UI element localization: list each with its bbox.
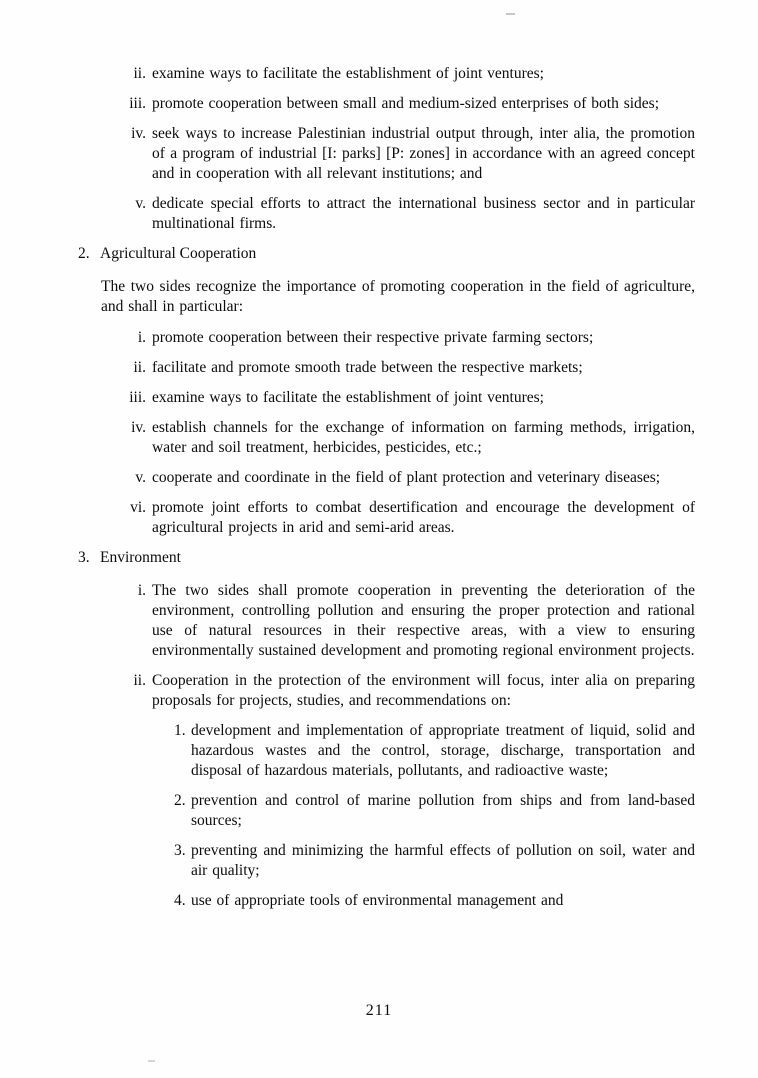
list-item-marker: 3. <box>174 842 186 859</box>
list-item-text: The two sides shall promote cooperation in preventing the deterioration of the environment, controlling pollution and ensuring the proper protection and rational use of natural resources in their respective areas, with a view to ensuring environmentally sustained development and promoting regional environment projects. <box>152 582 695 659</box>
list-item-text: Cooperation in the protection of the environment will focus, inter alia on preparing proposals for projects, studies, and recommendations on: <box>152 672 695 709</box>
list-item-marker: ii. <box>133 65 146 82</box>
list-item-text: seek ways to increase Palestinian industrial output through, inter alia, the promotion of a program of industrial [I: parks] [P: zones] in accordance with an agreed concept and in cooperation with all relevant institutions; and <box>152 125 695 182</box>
list-item-text: use of appropriate tools of environmental management and <box>191 892 564 909</box>
list-item-text: preventing and minimizing the harmful effects of pollution on soil, water and air quality; <box>191 842 695 879</box>
list-item-industry-iv <box>124 124 695 184</box>
list-item-agri-ii <box>124 358 695 378</box>
section-title: Environment <box>100 549 181 566</box>
list-item-industry-v <box>124 194 695 234</box>
list-item-env-sub-3 <box>174 841 695 881</box>
page-number: 211 <box>365 1002 393 1019</box>
section-number: 3. <box>78 549 90 566</box>
list-item-marker: vi. <box>130 499 146 516</box>
list-item-marker: iii. <box>129 389 146 406</box>
scan-artifact-dot <box>148 1060 155 1062</box>
list-item-text: development and implementation of appropriate treatment of liquid, solid and hazardous wastes and the control, storage, discharge, transportation and disposal of hazardous materials, pollutants, and radioactive waste; <box>191 722 695 779</box>
list-item-marker: v. <box>135 195 146 212</box>
list-item-env-sub-4 <box>174 891 695 911</box>
list-item-text: promote cooperation between their respective private farming sectors; <box>152 329 594 346</box>
list-item-marker: 2. <box>174 792 186 809</box>
section-heading-environment <box>78 548 695 568</box>
list-item-text: examine ways to facilitate the establishment of joint ventures; <box>152 389 544 406</box>
list-item-marker: ii. <box>133 359 146 376</box>
list-item-env-i <box>124 581 695 661</box>
list-item-agri-iv <box>124 418 695 458</box>
list-item-text: dedicate special efforts to attract the international business sector and in particular multinational firms. <box>152 195 695 232</box>
list-item-text: prevention and control of marine pollution from ships and from land-based sources; <box>191 792 695 829</box>
list-item-marker: iv. <box>131 419 146 436</box>
list-item-marker: ii. <box>133 672 146 689</box>
list-item-agri-v <box>124 468 695 488</box>
section-number: 2. <box>78 245 90 262</box>
list-item-industry-ii <box>124 64 695 84</box>
list-item-env-sub-1 <box>174 721 695 781</box>
section-2-paragraph: The two sides recognize the importance of promoting cooperation in the field of agriculture, and shall in particular: <box>101 278 695 315</box>
scan-artifact-dash <box>506 13 515 15</box>
list-item-text: cooperate and coordinate in the field of plant protection and veterinary diseases; <box>152 469 661 486</box>
list-item-text: promote joint efforts to combat desertification and encourage the development of agricultural projects in arid and semi-arid areas. <box>152 499 695 536</box>
list-item-marker: 4. <box>174 892 186 909</box>
list-item-agri-i <box>124 328 695 348</box>
list-item-industry-iii <box>124 94 695 114</box>
list-item-text: facilitate and promote smooth trade between the respective markets; <box>152 359 583 376</box>
list-item-agri-vi <box>124 498 695 538</box>
list-item-marker: i. <box>137 582 146 599</box>
list-item-agri-iii <box>124 388 695 408</box>
list-item-marker: 1. <box>174 722 186 739</box>
list-item-marker: iii. <box>129 95 146 112</box>
list-item-marker: v. <box>135 469 146 486</box>
section-heading-agricultural-cooperation <box>78 244 695 264</box>
list-item-env-ii <box>124 671 695 711</box>
list-item-text: promote cooperation between small and medium-sized enterprises of both sides; <box>152 95 660 112</box>
list-item-text: examine ways to facilitate the establishment of joint ventures; <box>152 65 544 82</box>
section-title: Agricultural Cooperation <box>100 245 257 262</box>
list-item-marker: iv. <box>131 125 146 142</box>
list-item-env-sub-2 <box>174 791 695 831</box>
list-item-text: establish channels for the exchange of information on farming methods, irrigation, water and soil treatment, herbicides, pesticides, etc.; <box>152 419 695 456</box>
list-item-marker: i. <box>137 329 146 346</box>
